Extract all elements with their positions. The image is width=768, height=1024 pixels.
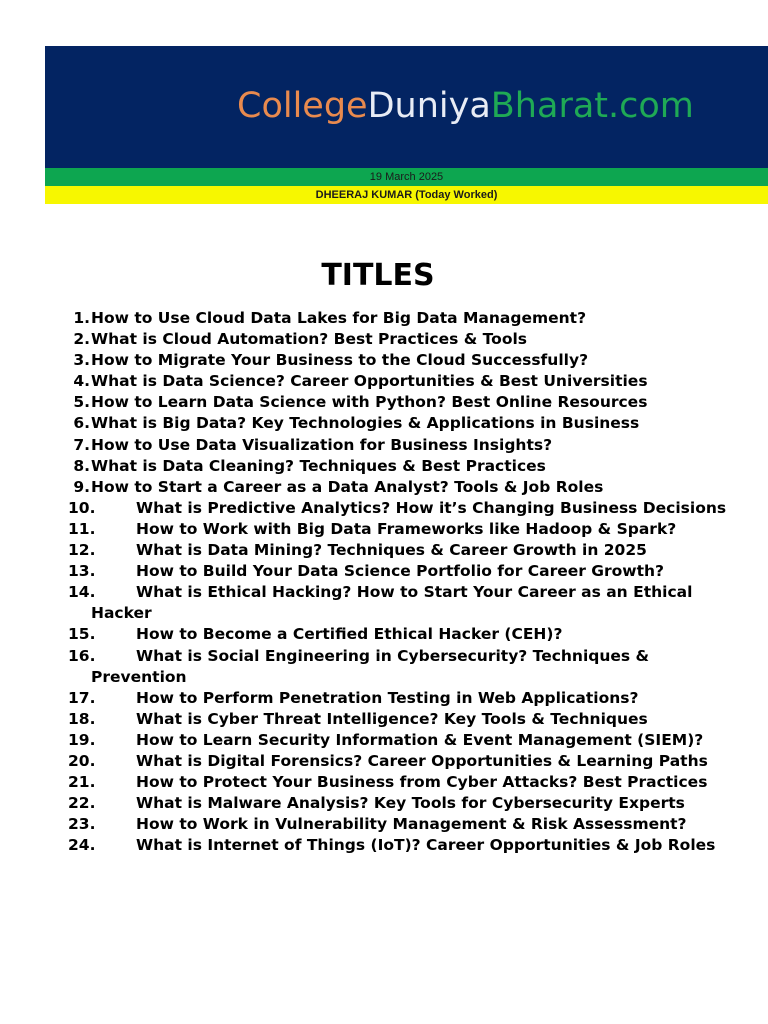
list-item-number: 9. — [73, 477, 90, 496]
list-item-number: 5. — [73, 393, 90, 412]
list-item-text: What is Malware Analysis? Key Tools for Cybersecurity Experts — [136, 794, 685, 813]
logo-duniya: Duniya — [367, 86, 491, 126]
list-item-text: How to Migrate Your Business to the Cloud Successfully? — [91, 351, 589, 370]
list-item — [0, 540, 740, 561]
list-item — [0, 498, 740, 519]
list-item-text: What is Cyber Threat Intelligence? Key Tools & Techniques — [136, 709, 648, 728]
list-item — [0, 730, 740, 751]
list-item — [0, 456, 740, 477]
list-item-text: What is Social Engineering in Cybersecurity? Techniques & Prevention — [91, 646, 650, 686]
list-item-number: 10. — [68, 498, 96, 517]
list-item-text: How to Protect Your Business from Cyber Attacks? Best Practices — [136, 773, 708, 792]
list-item-text: What is Internet of Things (IoT)? Career Opportunities & Job Roles — [136, 836, 716, 855]
list-item — [0, 413, 740, 434]
list-item-text: What is Predictive Analytics? How it’s Changing Business Decisions — [136, 498, 727, 517]
titles-list — [0, 308, 740, 856]
list-item-number: 21. — [68, 773, 96, 792]
list-item-number: 14. — [68, 583, 96, 602]
list-item-text: What is Digital Forensics? Career Opportunities & Learning Paths — [136, 751, 708, 770]
page-title: TITLES — [321, 258, 435, 293]
list-item-number: 22. — [68, 794, 96, 813]
list-item-text: How to Use Data Visualization for Business Insights? — [91, 435, 553, 454]
list-item-number: 3. — [73, 351, 90, 370]
header-banner — [45, 46, 768, 168]
site-logo — [45, 83, 768, 129]
list-item-text: How to Start a Career as a Data Analyst? Tools & Job Roles — [91, 477, 604, 496]
list-item-text: How to Become a Certified Ethical Hacker (CEH)? — [136, 625, 563, 644]
list-item — [0, 350, 740, 371]
list-item — [0, 435, 740, 456]
list-item-text: What is Big Data? Key Technologies & Applications in Business — [91, 414, 640, 433]
list-item-number: 11. — [68, 519, 96, 538]
list-item — [0, 392, 740, 413]
list-item — [0, 519, 740, 540]
list-item-number: 2. — [73, 330, 90, 349]
list-item — [0, 751, 740, 772]
list-item-text: How to Work with Big Data Frameworks like Hadoop & Spark? — [136, 519, 677, 538]
list-item — [0, 688, 740, 709]
date-bar: 19 March 2025 — [45, 168, 768, 186]
list-item — [0, 561, 740, 582]
list-item-text: How to Work in Vulnerability Management & Risk Assessment? — [136, 815, 687, 834]
list-item-number: 15. — [68, 625, 96, 644]
list-item — [0, 477, 740, 498]
list-item — [0, 646, 740, 688]
list-item — [0, 308, 740, 329]
list-item-text: How to Learn Security Information & Event Management (SIEM)? — [136, 730, 704, 749]
list-item-number: 13. — [68, 562, 96, 581]
list-item-number: 7. — [73, 435, 90, 454]
list-item — [0, 582, 740, 624]
list-item-number: 1. — [73, 309, 90, 327]
list-item-text: How to Perform Penetration Testing in Web Applications? — [136, 688, 639, 707]
list-item-text: What is Cloud Automation? Best Practices & Tools — [91, 330, 528, 349]
list-item — [0, 624, 740, 645]
list-item-text: What is Data Mining? Techniques & Career Growth in 2025 — [136, 541, 647, 560]
list-item-text: What is Ethical Hacking? How to Start Your Career as an Ethical Hacker — [91, 583, 693, 623]
list-item-number: 6. — [73, 414, 90, 433]
list-item — [0, 772, 740, 793]
list-item-number: 8. — [73, 456, 90, 475]
list-item-number: 24. — [68, 836, 96, 855]
list-item-text: How to Learn Data Science with Python? Best Online Resources — [91, 393, 648, 412]
list-item — [0, 709, 740, 730]
list-item — [0, 371, 740, 392]
logo-bharat-com: Bharat.com — [490, 86, 694, 126]
list-item-number: 12. — [68, 541, 96, 560]
list-item-text: How to Build Your Data Science Portfolio for Career Growth? — [136, 562, 665, 581]
list-item-number: 19. — [68, 730, 96, 749]
list-item-number: 23. — [68, 815, 96, 834]
list-item-number: 4. — [73, 372, 90, 391]
list-item-number: 20. — [68, 751, 96, 770]
list-item — [0, 814, 740, 835]
list-item-text: How to Use Cloud Data Lakes for Big Data Management? — [91, 309, 587, 327]
author-bar: DHEERAJ KUMAR (Today Worked) — [45, 186, 768, 204]
logo-college: College — [237, 86, 368, 126]
list-item — [0, 329, 740, 350]
list-item-text: What is Data Science? Career Opportunities & Best Universities — [91, 372, 648, 391]
list-item — [0, 835, 740, 856]
list-item-number: 16. — [68, 646, 96, 665]
list-item-text: What is Data Cleaning? Techniques & Best Practices — [91, 456, 546, 475]
list-item-number: 18. — [68, 709, 96, 728]
list-item — [0, 793, 740, 814]
list-item-number: 17. — [68, 688, 96, 707]
